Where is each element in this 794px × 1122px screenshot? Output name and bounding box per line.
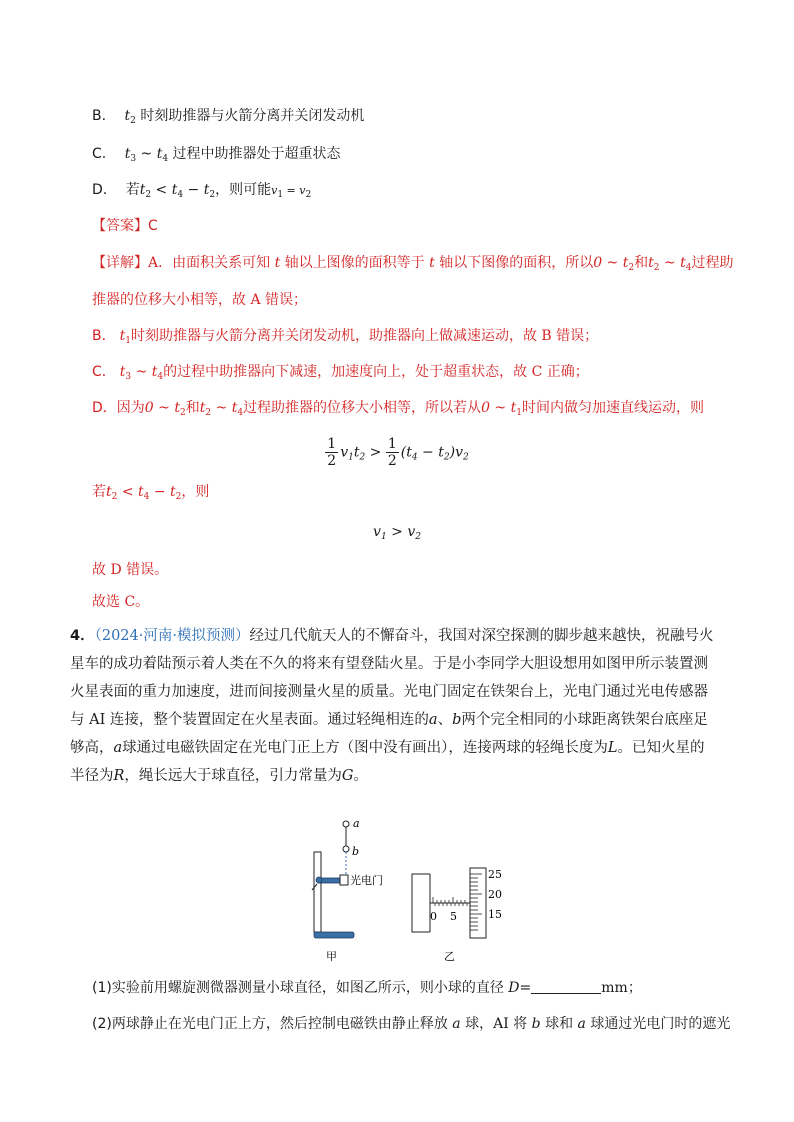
math-sub: 4 [162,154,169,164]
math-var: t [156,146,163,162]
option-label: D. [92,182,108,198]
math-op: > [365,444,386,461]
math-var: t [171,182,178,198]
option-label: C. [92,146,107,162]
math-var: D [508,980,520,996]
option-c [92,144,341,164]
math-sub: 2 [179,408,186,418]
explain-text: 的过程中助推器向下减速，加速度向上，处于超重状态，故 C 正确； [163,364,589,380]
caption-yi: 乙 [444,950,455,963]
math-op: = [283,184,300,197]
explain-text: 和 [185,400,200,416]
question-text: 两个完全相同的小球距离铁架台底座足够高， [70,712,708,756]
math-op: − [183,182,204,198]
math-sub: 2 [628,263,635,273]
math-sub: 2 [359,452,366,463]
math-var: t [648,255,654,271]
explain-text: 和 [634,255,649,271]
answer-value: C [148,218,158,234]
thimble-15: 15 [488,908,502,921]
equation-2 [0,524,794,540]
option-text: 若 [125,182,140,198]
sub-text: 球，AI 将 [460,1016,532,1032]
clamp-knob [316,877,322,883]
option-text: ，则可能 [215,182,272,198]
ball-a [343,821,349,827]
math-sub: 1 [516,408,522,418]
micrometer-frame [412,874,430,932]
math-var: t [170,484,176,500]
question-text: ，绳长远大于球直径，引力常量为 [124,768,342,784]
math-sub: 4 [237,408,244,418]
math-sub: 2 [145,190,152,200]
sub-text: 两球静止在光电门正上方，然后控制电磁铁由静止释放 [111,1016,453,1032]
math-var: t [138,484,144,500]
sub-text: 实验前用螺旋测微器测量小球直径，如图乙所示，则小球的直径 [111,980,509,996]
explain-text: 若 [92,484,106,500]
math-sub: 4 [177,190,184,200]
option-d [92,180,311,201]
sub-text: 球和 [540,1016,578,1032]
option-text: 时刻助推器与火箭分离并关闭发动机 [140,108,365,124]
math-sub: 4 [411,452,418,463]
math-expr: 0 ~ t [593,255,629,271]
math-sub: 4 [157,372,164,382]
math-expr: (t [400,444,412,461]
explain-text: 时刻助推器与火箭分离并关闭发动机，助推器向上做减速运动，故 B 错误； [130,328,599,344]
math-op: < [117,484,139,500]
math-sub: 2 [443,452,450,463]
math-expr: ~ t [131,364,158,380]
answer-blank[interactable] [531,979,601,994]
apparatus-figure [300,808,530,966]
math-sub: 3 [130,154,137,164]
fraction-half [386,436,399,469]
math-var: t [119,328,126,344]
math-var: v [299,184,306,197]
math-sub: 1 [380,532,387,542]
math-var: t [119,364,126,380]
math-var: t [124,108,131,124]
math-var: v [373,524,381,540]
math-expr: )v [449,444,463,461]
thimble [470,868,486,938]
answer-line [92,216,158,236]
question-text: 。 [353,768,369,784]
math-expr: − t [417,444,444,461]
math-sub: 2 [305,190,312,200]
explain-text: 过程助推器的位移大小相等，所以若从 [243,400,482,416]
photogate-label: 光电门 [350,874,383,887]
option-text: 过程中助推器处于超重状态 [172,146,341,162]
explain-text: 时间内做匀加速直线运动，则 [521,400,704,416]
math-sub: 4 [143,492,150,502]
label-a: a [353,817,360,830]
math-sub: 2 [462,452,469,463]
math-var: b [531,1016,541,1032]
math-var: a [428,712,438,728]
math-sub: 1 [348,452,354,463]
explain-a-line1 [92,253,733,273]
math-expr: ~ t [659,255,686,271]
math-var: t [139,182,146,198]
question-4 [70,622,716,790]
math-var: b [452,712,462,728]
math-op: = [519,980,532,996]
math-var: a [452,1016,461,1032]
math-sub: 2 [175,492,182,502]
math-var: t [199,400,206,416]
explain-label: C． [92,364,116,380]
explain-b [92,326,598,346]
math-var: a [113,740,123,756]
math-var: v [340,444,349,461]
sub-question-2 [92,1014,730,1034]
explain-text: A．由面积关系可知 [148,255,275,271]
math-sub: 3 [125,372,132,382]
math-op: ~ [136,146,157,162]
explain-c [92,362,589,382]
math-sub: 2 [415,532,421,542]
answer-label: 【答案】 [92,218,148,234]
explain-text: 轴以上图像的面积等于 [280,255,430,271]
math-var: t [203,182,210,198]
explain-text: 故选 C。 [92,594,150,610]
math-var: v [271,184,278,197]
question-text: 、 [437,712,453,728]
ball-b [343,846,349,852]
photogate [340,875,348,885]
fraction-den: 2 [387,453,397,469]
math-op: < [151,182,172,198]
option-label: B. [92,108,107,124]
question-text: 。已知火星的半径为 [70,740,705,784]
explain-choose [92,592,149,612]
math-var: t [124,146,131,162]
math-expr: 0 ~ t [144,400,180,416]
explain-d-conclusion [92,560,168,580]
option-b [92,106,364,126]
math-var: t [274,255,281,271]
explain-text: 过程助 [691,255,734,271]
figure-jia [312,817,383,963]
explain-label: 【详解】 [92,255,148,271]
question-source: （2024·河南·模拟预测） [94,628,250,644]
question-number: 4． [70,628,95,644]
math-sub: 2 [209,190,216,200]
math-var: a [577,1016,586,1032]
math-var: R [113,768,125,784]
math-op: > [386,524,408,540]
math-sub: 2 [653,263,660,273]
math-var: t [106,484,112,500]
explain-text: 轴以下图像的面积，所以 [434,255,594,271]
main-scale-ticks [433,897,467,906]
scale-0: 0 [430,910,437,923]
math-sub: 1 [277,190,284,200]
thimble-20: 20 [488,888,502,901]
sub-text: mm； [601,980,642,996]
explain-label: B． [92,328,116,344]
explain-label: D．因为 [92,400,145,416]
figure-yi [412,868,502,963]
scale-5: 5 [450,910,457,923]
math-var: t [353,444,360,461]
fraction-den: 2 [327,453,337,469]
math-var: t [429,255,435,271]
math-expr: 0 ~ t [481,400,517,416]
explain-text: 故 D 错误。 [92,562,169,578]
explain-a-line2 [92,290,307,310]
math-sub: 4 [685,263,692,273]
explain-text: 推器的位移大小相等，故 A 错误； [92,292,308,308]
sub-number: (2) [92,1016,112,1032]
math-sub: 2 [205,408,212,418]
question-text: 球通过电磁铁固定在光电门正上方（图中没有画出），连接两球的轻绳长度为 [122,740,608,756]
label-b: b [352,845,360,858]
equation-1 [0,436,794,469]
sub-number: (1) [92,980,112,996]
fraction-half [325,436,338,469]
caption-jia: 甲 [326,950,337,963]
math-sub: 2 [111,492,118,502]
question-text: 经过几代航天人的不懈奋斗，我国对深空探测的脚步越来越快，祝融号火星车的成功着陆预示着人类在不久的将来有望登陆火星。于是小李同学大胆设想用如图甲所示装置测火星表面的重力加速度，进而间接测量火星的质量。光电门固定在铁架台上，光电门通过光电传感器与 AI 连接，整个装置固定在火星表面。通过轻绳相连的 [70,628,714,728]
sub-text: 球通过光电门时的遮光 [585,1016,731,1032]
math-var: L [607,740,618,756]
stand-pole [314,852,321,932]
math-sub: 2 [130,116,136,126]
math-expr: ~ t [211,400,238,416]
math-sub: 1 [125,336,131,346]
sub-question-1 [92,978,642,998]
fraction-num: 1 [387,436,397,452]
condition-line [92,482,209,502]
thimble-25: 25 [488,868,502,881]
explain-text: ，则 [181,484,210,500]
stand-base [314,932,354,938]
math-op: − [149,484,171,500]
fraction-num: 1 [327,436,337,452]
math-var: G [341,768,354,784]
math-var: v [407,524,416,540]
explain-d [92,398,704,418]
